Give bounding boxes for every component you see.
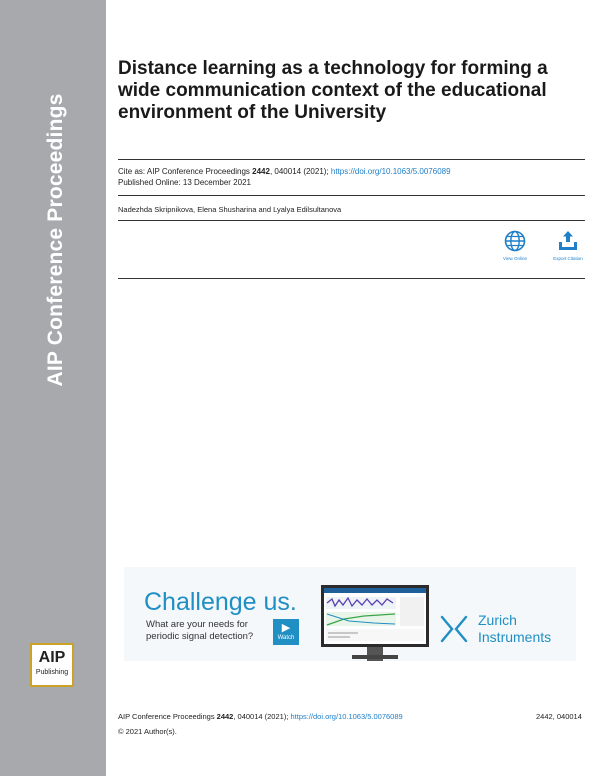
doi-link[interactable]: https://doi.org/10.1063/5.0076089 xyxy=(330,167,451,176)
footer-doi-link[interactable]: https://doi.org/10.1063/5.0076089 xyxy=(290,712,403,721)
divider-middle xyxy=(118,195,585,196)
monitor-illustration xyxy=(321,585,429,647)
footer-page-reference: 2442, 040014 xyxy=(536,712,582,721)
ad-watch-button[interactable] xyxy=(273,619,299,645)
divider-top xyxy=(118,159,585,160)
export-citation-label: Export Citation xyxy=(553,256,583,261)
divider-bottom xyxy=(118,278,585,279)
logo-publishing-text: Publishing xyxy=(35,669,69,676)
footer-journal: AIP Conference Proceedings xyxy=(118,712,217,721)
play-icon: ▶ xyxy=(281,622,291,634)
view-online-label: View Online xyxy=(503,256,527,261)
divider-authors xyxy=(118,220,585,221)
logo-aip-text: AIP xyxy=(38,649,66,666)
ad-question-line-1: What are your needs for xyxy=(146,619,248,630)
cite-volume: 2442 xyxy=(252,167,270,176)
article-title: Distance learning as a technology for forming a wide communication context of the educational environment of the University xyxy=(118,58,548,123)
export-citation-button[interactable] xyxy=(543,229,593,261)
globe-icon xyxy=(503,229,527,253)
footer-copyright: © 2021 Author(s). xyxy=(118,727,177,736)
ad-brand-line-1: Zurich xyxy=(478,612,517,628)
ad-question-line-2: periodic signal detection? xyxy=(146,631,254,642)
zurich-instruments-advertisement[interactable] xyxy=(124,567,576,661)
footer-citation xyxy=(118,712,403,721)
monitor-screen xyxy=(324,588,426,644)
cite-label: Cite as: AIP Conference Proceedings xyxy=(118,167,253,176)
ad-brand-line-2: Instruments xyxy=(478,629,552,645)
footer-rest: , 040014 (2021); xyxy=(233,712,291,721)
authors: Nadezhda Skripnikova, Elena Shusharina and Lyalya Edilsultanova xyxy=(118,205,342,214)
signal-plot-graphic xyxy=(324,588,426,644)
published-date: Published Online: 13 December 2021 xyxy=(118,178,251,187)
watch-label: Watch xyxy=(277,635,295,641)
aip-publishing-logo[interactable] xyxy=(30,643,74,687)
monitor-base xyxy=(352,655,398,659)
citation-line xyxy=(118,167,451,176)
journal-sidebar xyxy=(0,0,106,776)
journal-name-text: AIP Conference Proceedings xyxy=(44,93,67,387)
ad-headline: Challenge us. xyxy=(144,588,297,616)
footer-volume: 2442 xyxy=(216,712,234,721)
view-online-button[interactable] xyxy=(490,229,540,261)
export-icon xyxy=(556,229,580,253)
cite-rest: , 040014 (2021); xyxy=(269,167,331,176)
zurich-instruments-logo-icon xyxy=(440,615,468,643)
